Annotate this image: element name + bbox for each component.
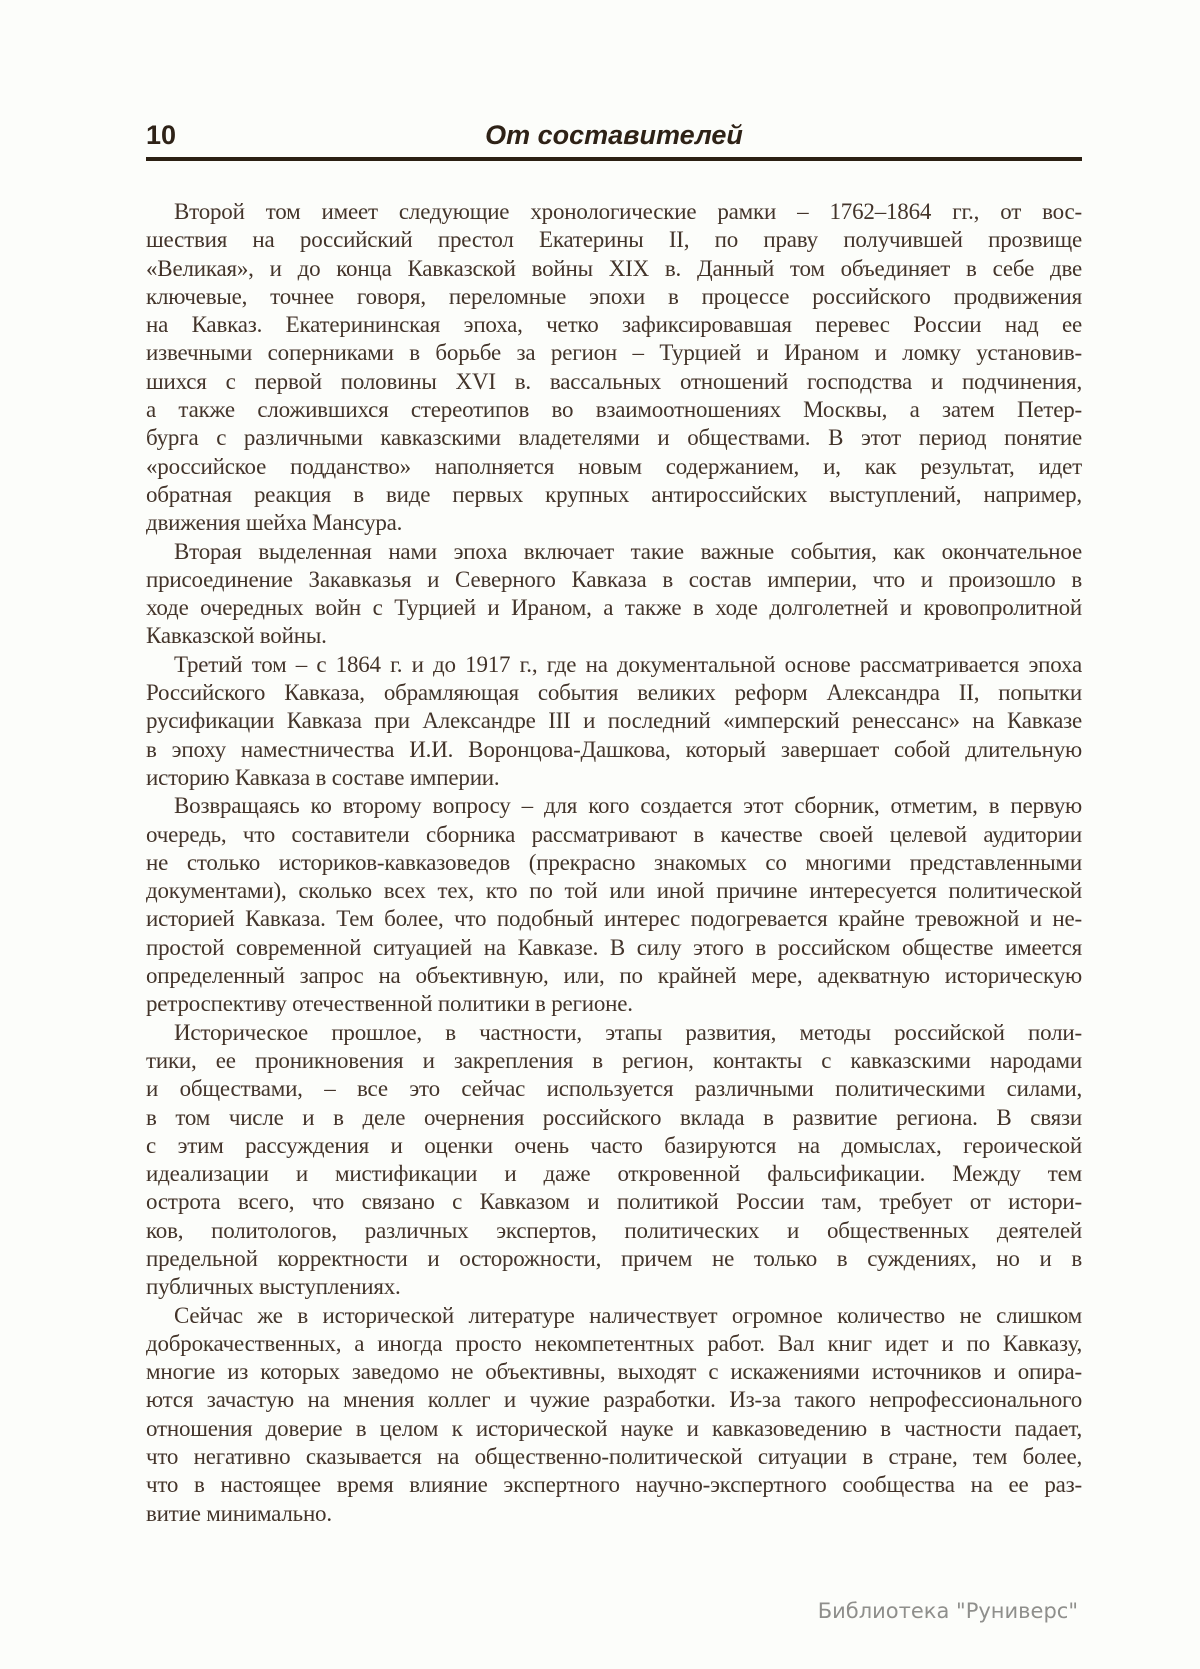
text-line: отношения доверие в целом к исторической науке и кавказоведению в частности падает, (146, 1415, 1082, 1441)
text-line: доброкачественных, а иногда просто некомпетентных работ. Вал книг идет и по Кавказу, (146, 1330, 1082, 1356)
text-line: Историческое прошлое, в частности, этапы развития, методы российской поли- (174, 1019, 1082, 1045)
text-line: Третий том – с 1864 г. и до 1917 г., где на документальной основе рассматривается эпоха (174, 651, 1082, 677)
text-line: шихся с первой половины XVI в. вассальных отношений господства и подчинения, (146, 368, 1082, 394)
text-line: ются зачастую на мнения коллег и чужие разработки. Из-за такого непрофессионального (146, 1387, 1082, 1413)
paragraph (146, 651, 1082, 792)
text-line: многие из которых заведомо не объективны, выходят с искажениями источников и опира- (146, 1359, 1082, 1385)
text-line: ков, политологов, различных экспертов, политических и общественных деятелей (146, 1217, 1082, 1243)
text-line: русификации Кавказа при Александре III и последний «имперский ренессанс» на Кавказе (146, 708, 1082, 734)
text-line: бурга с различными кавказскими владетелями и обществами. В этот период понятие (146, 425, 1082, 451)
text-line: в эпоху наместничества И.И. Воронцова-Дашкова, который завершает собой длительную (146, 736, 1082, 762)
text-line: простой современной ситуацией на Кавказе. В силу этого в российском обществе имеется (146, 934, 1082, 960)
text-line: документами), сколько всех тех, кто по той или иной причине интересуется политической (146, 878, 1082, 904)
text-line: что в настоящее время влияние экспертного научно-экспертного сообщества на ее раз- (146, 1472, 1082, 1498)
page-body (146, 198, 1082, 1528)
text-line: движения шейха Мансура. (146, 510, 403, 536)
text-line: Сейчас же в исторической литературе наличествует огромное количество не слишком (174, 1302, 1082, 1328)
text-line: присоединение Закавказья и Северного Кавказа в состав империи, что и произошло в (146, 566, 1082, 592)
text-line: историей Кавказа. Тем более, что подобный интерес подогревается крайне тревожной и не- (146, 906, 1082, 932)
page-header (146, 118, 1082, 154)
text-line: идеализации и мистификации и даже откровенной фальсификации. Между тем (146, 1161, 1082, 1187)
text-line: а также сложившихся стереотипов во взаимоотношениях Москвы, а затем Петер- (146, 397, 1082, 423)
text-line: историю Кавказа в составе империи. (146, 764, 500, 790)
text-line: витие минимально. (146, 1500, 332, 1526)
text-line: «Великая», и до конца Кавказской войны XIX в. Данный том объединяет в себе две (146, 255, 1082, 281)
paragraph (146, 792, 1082, 1018)
text-line: Возвращаясь ко второму вопросу – для кого создается этот сборник, отметим, в первую (174, 793, 1082, 819)
text-line: Второй том имеет следующие хронологические рамки – 1762–1864 гг., от вос- (174, 199, 1082, 224)
paragraph (146, 538, 1082, 651)
text-line: определенный запрос на объективную, или, по крайней мере, адекватную историческую (146, 963, 1082, 989)
paragraph (146, 1302, 1082, 1528)
text-line: Вторая выделенная нами эпоха включает такие важные события, как окончательное (174, 538, 1082, 564)
text-line: на Кавказ. Екатерининская эпоха, четко зафиксировавшая перевес России над ее (146, 312, 1082, 338)
text-line: острота всего, что связано с Кавказом и политикой России там, требует от истори- (146, 1189, 1082, 1215)
text-line: обратная реакция в виде первых крупных антироссийских выступлений, например, (146, 481, 1082, 507)
text-line: ключевые, точнее говоря, переломные эпохи в процессе российского продвижения (146, 283, 1082, 309)
header-rule-divider (146, 157, 1082, 161)
text-line: Кавказской войны. (146, 623, 327, 649)
paragraph (146, 1019, 1082, 1302)
library-watermark: Библиотека "Руниверс" (817, 1599, 1078, 1623)
running-title: От составителей (485, 120, 743, 150)
page-number: 10 (146, 120, 177, 150)
text-line: ретроспективу отечественной политики в регионе. (146, 991, 633, 1017)
text-line: с этим рассуждения и оценки очень часто базируются на домыслах, героической (146, 1132, 1082, 1158)
text-line: ходе очередных войн с Турцией и Ираном, а также в ходе долголетней и кровопролитной (146, 595, 1082, 621)
text-line: публичных выступлениях. (146, 1274, 401, 1300)
text-line: очередь, что составители сборника рассматривают в качестве своей целевой аудитории (146, 821, 1082, 847)
text-line: тики, ее проникновения и закрепления в регион, контакты с кавказскими народами (146, 1047, 1082, 1073)
text-line: шествия на российский престол Екатерины II, по праву получившей прозвище (146, 227, 1082, 253)
text-line: не столько историков-кавказоведов (прекрасно знакомых со многими представленными (146, 849, 1082, 875)
text-line: что негативно сказывается на общественно-политической ситуации в стране, тем более, (146, 1444, 1082, 1470)
text-line: в том числе и в деле очернения российского вклада в развитие региона. В связи (146, 1104, 1082, 1130)
text-line: извечными соперниками в борьбе за регион – Турцией и Ираном и ломку установив- (146, 340, 1082, 366)
paragraph (146, 198, 1082, 538)
text-line: «российское подданство» наполняется новым содержанием, и, как результат, идет (146, 453, 1082, 479)
text-line: предельной корректности и осторожности, причем не только в суждениях, но и в (146, 1245, 1082, 1271)
text-line: Российского Кавказа, обрамляющая события великих реформ Александра II, попытки (146, 680, 1082, 706)
text-line: и обществами, – все это сейчас используется различными политическими силами, (146, 1076, 1082, 1102)
